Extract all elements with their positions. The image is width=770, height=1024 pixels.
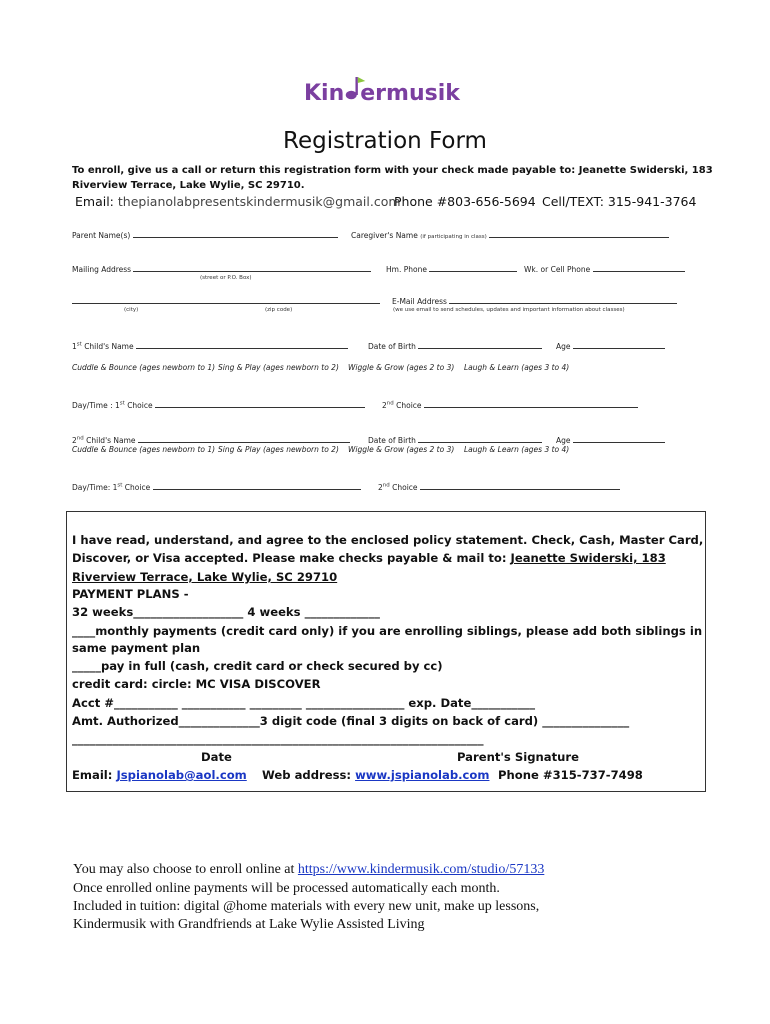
home-phone-field[interactable] bbox=[386, 263, 517, 274]
first-choice-label: Choice bbox=[124, 401, 153, 410]
child2-name-field[interactable] bbox=[72, 434, 350, 445]
footer-line-3: Included in tuition: digital @home materials with every new unit, make up lessons, bbox=[73, 899, 540, 914]
first-choice-label-2: Choice bbox=[122, 483, 151, 492]
street-note: (street or P.O. Box) bbox=[200, 275, 252, 281]
child1-second-choice-line[interactable] bbox=[424, 399, 638, 408]
box-email-label: Email: bbox=[72, 768, 117, 782]
second-num: 2 bbox=[382, 401, 387, 410]
child2-name-line[interactable] bbox=[138, 434, 350, 443]
logo-text-end: ermusik bbox=[360, 81, 460, 106]
box-email-link[interactable]: Jspianolab@aol.com bbox=[116, 768, 247, 782]
work-phone-field[interactable] bbox=[524, 263, 685, 274]
contact-email-label: Email: bbox=[75, 194, 114, 209]
child2-age-line[interactable] bbox=[573, 434, 665, 443]
program-1: Cuddle & Bounce (ages newborn to 1) bbox=[72, 363, 216, 372]
parent-names-field[interactable] bbox=[72, 229, 338, 240]
email-address-line[interactable] bbox=[449, 295, 677, 304]
work-phone-line[interactable] bbox=[593, 263, 685, 272]
footer-line-2: Once enrolled online payments will be processed automatically each month. bbox=[73, 881, 500, 896]
program-3-child2: Wiggle & Grow (ages 2 to 3) bbox=[348, 445, 455, 454]
second-sup: nd bbox=[386, 400, 394, 407]
mailing-address-field[interactable] bbox=[72, 263, 371, 274]
email-address-field[interactable] bbox=[392, 295, 677, 306]
home-phone-label: Hm. Phone bbox=[386, 265, 427, 274]
policy-line-3 bbox=[72, 570, 337, 584]
child2-first-choice-line[interactable] bbox=[153, 481, 361, 490]
parent-names-line[interactable] bbox=[133, 229, 338, 238]
work-phone-label: Wk. or Cell Phone bbox=[524, 265, 591, 274]
child2-dob-field[interactable] bbox=[368, 434, 542, 445]
child1-age-line[interactable] bbox=[573, 340, 665, 349]
day-time-label-2: Day/Time: bbox=[72, 483, 111, 492]
intro-line-2: Riverview Terrace, Lake Wylie, SC 29710. bbox=[72, 180, 305, 191]
logo-text-start: Kin bbox=[304, 81, 345, 106]
child1-dob-line[interactable] bbox=[418, 340, 542, 349]
account-line[interactable]: Acct #___________ ___________ _________ _________________ exp. Date___________ bbox=[72, 696, 536, 710]
second-choice-label: Choice bbox=[393, 401, 422, 410]
home-phone-line[interactable] bbox=[429, 263, 517, 272]
box-email bbox=[72, 768, 247, 782]
program-4-child2: Laugh & Learn (ages 3 to 4) bbox=[464, 445, 570, 454]
program-4: Laugh & Learn (ages 3 to 4) bbox=[464, 363, 570, 372]
city-zip-line[interactable] bbox=[72, 295, 380, 304]
program-3: Wiggle & Grow (ages 2 to 3) bbox=[348, 363, 455, 372]
policy-line-2b: Jeanette Swiderski, 183 bbox=[510, 551, 666, 565]
second-sup-2: nd bbox=[382, 482, 390, 489]
child1-name-field[interactable] bbox=[72, 340, 348, 351]
mailing-address-label: Mailing Address bbox=[72, 265, 132, 274]
policy-line-2a: Discover, or Visa accepted. Please make checks payable & mail to: bbox=[72, 551, 511, 565]
policy-address: Riverview Terrace, Lake Wylie, SC 29710 bbox=[72, 570, 338, 584]
box-web-link[interactable]: www.jspianolab.com bbox=[355, 768, 490, 782]
email-note: (we use email to send schedules, updates and important information about classes) bbox=[393, 307, 625, 313]
caregiver-label: Caregiver's Name bbox=[351, 231, 418, 240]
policy-line-2 bbox=[72, 551, 666, 565]
contact-email-value: thepianolabpresentskindermusik@gmail.com bbox=[117, 194, 401, 209]
child1-num: 1 bbox=[72, 342, 77, 351]
intro-text bbox=[72, 163, 713, 193]
child2-age-field[interactable] bbox=[556, 434, 665, 445]
child1-sup: st bbox=[76, 341, 82, 348]
box-web bbox=[262, 768, 489, 782]
child2-dob-label: Date of Birth bbox=[368, 436, 416, 445]
program-2: Sing & Play (ages newborn to 2) bbox=[218, 363, 339, 372]
amount-authorized-line[interactable]: Amt. Authorized______________3 digit code (final 3 digits on back of card) _______________ bbox=[72, 714, 630, 728]
kindermusik-logo bbox=[0, 74, 770, 110]
contact-phone: Phone #803-656-5694 bbox=[394, 194, 536, 209]
box-web-label: Web address: bbox=[262, 768, 356, 782]
child2-num: 2 bbox=[72, 436, 77, 445]
first-sup: st bbox=[119, 400, 125, 407]
page-title: Registration Form bbox=[283, 128, 487, 154]
email-address-label: E-Mail Address bbox=[392, 297, 447, 306]
signature-line[interactable]: _______________________________________________________________________ bbox=[72, 732, 484, 746]
credit-card-line[interactable]: credit card: circle: MC VISA DISCOVER bbox=[72, 677, 321, 691]
mailing-address-line[interactable] bbox=[133, 263, 371, 272]
footer-line-1 bbox=[73, 862, 544, 878]
kindermusik-studio-link[interactable]: https://www.kindermusik.com/studio/57133 bbox=[297, 862, 545, 877]
child1-first-choice-line[interactable] bbox=[155, 399, 365, 408]
child1-dob-label: Date of Birth bbox=[368, 342, 416, 351]
second-num-2: 2 bbox=[378, 483, 383, 492]
child1-name-label: Child's Name bbox=[81, 342, 134, 351]
child2-second-choice-field[interactable] bbox=[378, 481, 620, 492]
parent-signature-label: Parent's Signature bbox=[457, 750, 579, 764]
program-1-child2: Cuddle & Bounce (ages newborn to 1) bbox=[72, 445, 216, 454]
child1-age-field[interactable] bbox=[556, 340, 665, 351]
contact-cell: Cell/TEXT: 315-941-3764 bbox=[542, 194, 697, 209]
weeks-line[interactable]: 32 weeks___________________ 4 weeks _____________ bbox=[72, 605, 380, 619]
parent-names-label: Parent Name(s) bbox=[72, 231, 131, 240]
child1-first-choice-field[interactable] bbox=[72, 399, 365, 410]
second-choice-label-2: Choice bbox=[389, 483, 418, 492]
caregiver-line[interactable] bbox=[489, 229, 669, 238]
zip-note: (zip code) bbox=[265, 307, 293, 313]
child1-name-line[interactable] bbox=[136, 340, 348, 349]
date-label: Date bbox=[201, 750, 232, 764]
policy-line-1: I have read, understand, and agree to the enclosed policy statement. Check, Cash, Master Card, bbox=[72, 533, 704, 547]
first-sup-2: st bbox=[117, 482, 123, 489]
pay-in-full-line[interactable]: _____pay in full (cash, credit card or check secured by cc) bbox=[72, 659, 443, 673]
child2-sup: nd bbox=[76, 435, 84, 442]
caregiver-field[interactable] bbox=[351, 229, 669, 240]
payment-plans-heading: PAYMENT PLANS - bbox=[72, 587, 189, 601]
footer-line-1a: You may also choose to enroll online at bbox=[73, 862, 298, 877]
child1-second-choice-field[interactable] bbox=[382, 399, 638, 410]
day-time-label: Day/Time : bbox=[72, 401, 113, 410]
city-note: (city) bbox=[124, 307, 139, 313]
program-2-child2: Sing & Play (ages newborn to 2) bbox=[218, 445, 339, 454]
child2-second-choice-line[interactable] bbox=[420, 481, 620, 490]
child1-age-label: Age bbox=[556, 342, 571, 351]
same-plan-line: same payment plan bbox=[72, 641, 201, 655]
monthly-payments-line[interactable]: ____monthly payments (credit card only) if you are enrolling siblings, please add both siblings in bbox=[72, 624, 703, 638]
caregiver-note: (if participating in class) bbox=[420, 234, 487, 240]
box-phone: Phone #315-737-7498 bbox=[498, 768, 643, 782]
footer-line-4: Kindermusik with Grandfriends at Lake Wylie Assisted Living bbox=[73, 917, 425, 932]
first-num-2: 1 bbox=[112, 483, 118, 492]
child2-age-label: Age bbox=[556, 436, 571, 445]
city-zip-field[interactable] bbox=[72, 295, 380, 306]
child2-first-choice-field[interactable] bbox=[72, 481, 361, 492]
intro-line-1: To enroll, give us a call or return this registration form with your check made payable to: Jeanette Swiderski, 183 bbox=[72, 165, 713, 176]
contact-email bbox=[75, 194, 401, 209]
child1-dob-field[interactable] bbox=[368, 340, 542, 351]
child2-dob-line[interactable] bbox=[418, 434, 542, 443]
child2-name-label: Child's Name bbox=[83, 436, 136, 445]
first-num: 1 bbox=[115, 401, 120, 410]
